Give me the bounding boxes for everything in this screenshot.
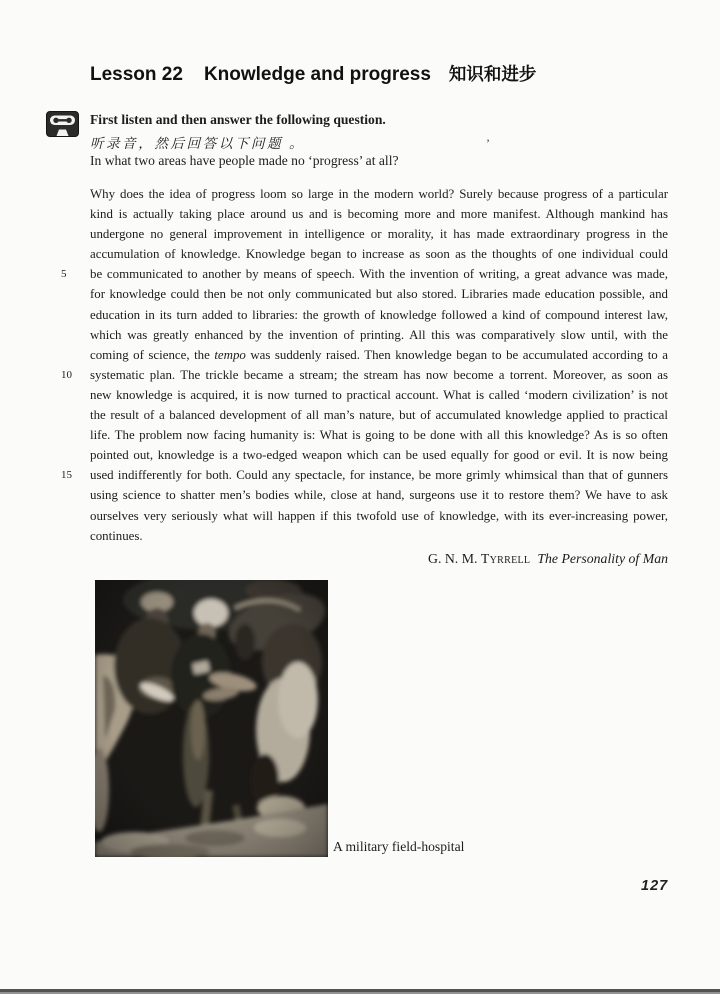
passage-line	[90, 325, 668, 345]
passage-text: was suddenly raised. Then knowledge began to be accumulated according to a	[245, 347, 668, 362]
passage-text: systematic plan. The trickle became a stream; the stream has now become a torrent. Moreover, as soon as	[90, 367, 668, 382]
passage-line	[90, 385, 668, 405]
work-title: The Personality of Man	[537, 551, 668, 566]
page-title	[90, 61, 536, 86]
passage-line	[90, 244, 668, 264]
passage-line	[90, 305, 668, 325]
listening-instruction-chinese: 听录音，然后回答以下问题 。	[90, 136, 306, 151]
stray-print-mark: ’	[486, 136, 490, 150]
line-number: 15	[61, 469, 72, 482]
passage-text: accumulation of knowledge. Knowledge began to increase as soon as the thoughts of one individual could	[90, 247, 668, 262]
passage-line	[90, 425, 668, 445]
author-surname: Tyrrell	[480, 551, 531, 566]
passage-text: used indifferently for both. Could any spectacle, for instance, be more grimly whimsical than that of gunners	[90, 468, 668, 483]
passage-line	[61, 465, 668, 485]
passage-line	[90, 284, 668, 304]
passage-text: using science to shatter men’s bodies while, close at hand, surgeons use it to restore them? We have to ask	[90, 488, 668, 503]
passage-line	[90, 526, 668, 546]
passage-text: the result of a balanced development of all man’s nature, but of accumulated knowledge applied to practical	[90, 408, 668, 423]
listening-instruction: First listen and then answer the following question.	[90, 112, 386, 127]
field-hospital-photo	[95, 580, 328, 857]
passage-text: pointed out, knowledge is a two-edged weapon which can be used equally for good or evil. It is now being	[90, 448, 668, 463]
passage-line	[90, 204, 668, 224]
passage-text: ourselves very seriously what will happen if this twofold use of knowledge, with its ever-increasing power,	[90, 508, 668, 523]
passage	[61, 184, 668, 546]
lesson-title: Knowledge and progress	[203, 64, 431, 85]
passage-line	[90, 445, 668, 465]
line-number: 10	[61, 368, 72, 381]
passage-line	[90, 224, 668, 244]
cassette-icon	[46, 111, 79, 137]
passage-line	[90, 485, 668, 505]
passage-line	[90, 345, 668, 365]
line-number: 5	[61, 268, 67, 281]
lesson-title-chinese: 知识和进步	[448, 64, 537, 84]
page-bottom-edge	[0, 988, 720, 994]
italic-word: tempo	[214, 347, 246, 362]
comprehension-question: In what two areas have people made no ‘progress’ at all?	[90, 153, 399, 168]
passage-line	[90, 405, 668, 425]
passage-text: new knowledge is acquired, it is now turned to practical account. What is called ‘modern civilization’ is not	[90, 387, 668, 402]
passage-line	[90, 506, 668, 526]
author-initials: G. N. M.	[427, 551, 478, 566]
passage-text: kind is actually taking place around us and is becoming more and more manifest. Although mankind has	[90, 207, 668, 222]
passage-text: continues.	[90, 528, 143, 543]
page-number: 127	[641, 878, 669, 894]
passage-text: education in its turn added to libraries: the growth of knowledge followed a kind of compound interest law,	[90, 307, 668, 322]
passage-text: life. The problem now facing humanity is: What is going to be done with all this knowledge? As is so often	[90, 428, 668, 443]
passage-line	[61, 264, 668, 284]
passage-text: for knowledge could then be not only communicated but also stored. Libraries made education possible, and	[90, 287, 668, 302]
passage-text: which was greatly enhanced by the invention of printing. All this was comparatively slow until, with the	[90, 327, 668, 342]
attribution	[90, 551, 668, 567]
lesson-number: Lesson 22	[90, 64, 183, 85]
photo-caption: A military field-hospital	[333, 839, 465, 854]
passage-text: be communicated to another by means of speech. With the invention of writing, a great advance was made,	[90, 267, 668, 282]
passage-text: coming of science, the	[90, 347, 215, 362]
passage-text: Why does the idea of progress loom so large in the modern world? Surely because progress of a particular	[90, 187, 668, 201]
passage-line	[90, 184, 668, 204]
passage-text: undergone no general improvement in intelligence or morality, it has made extraordinary progress in the	[90, 227, 668, 242]
passage-line	[61, 365, 668, 385]
